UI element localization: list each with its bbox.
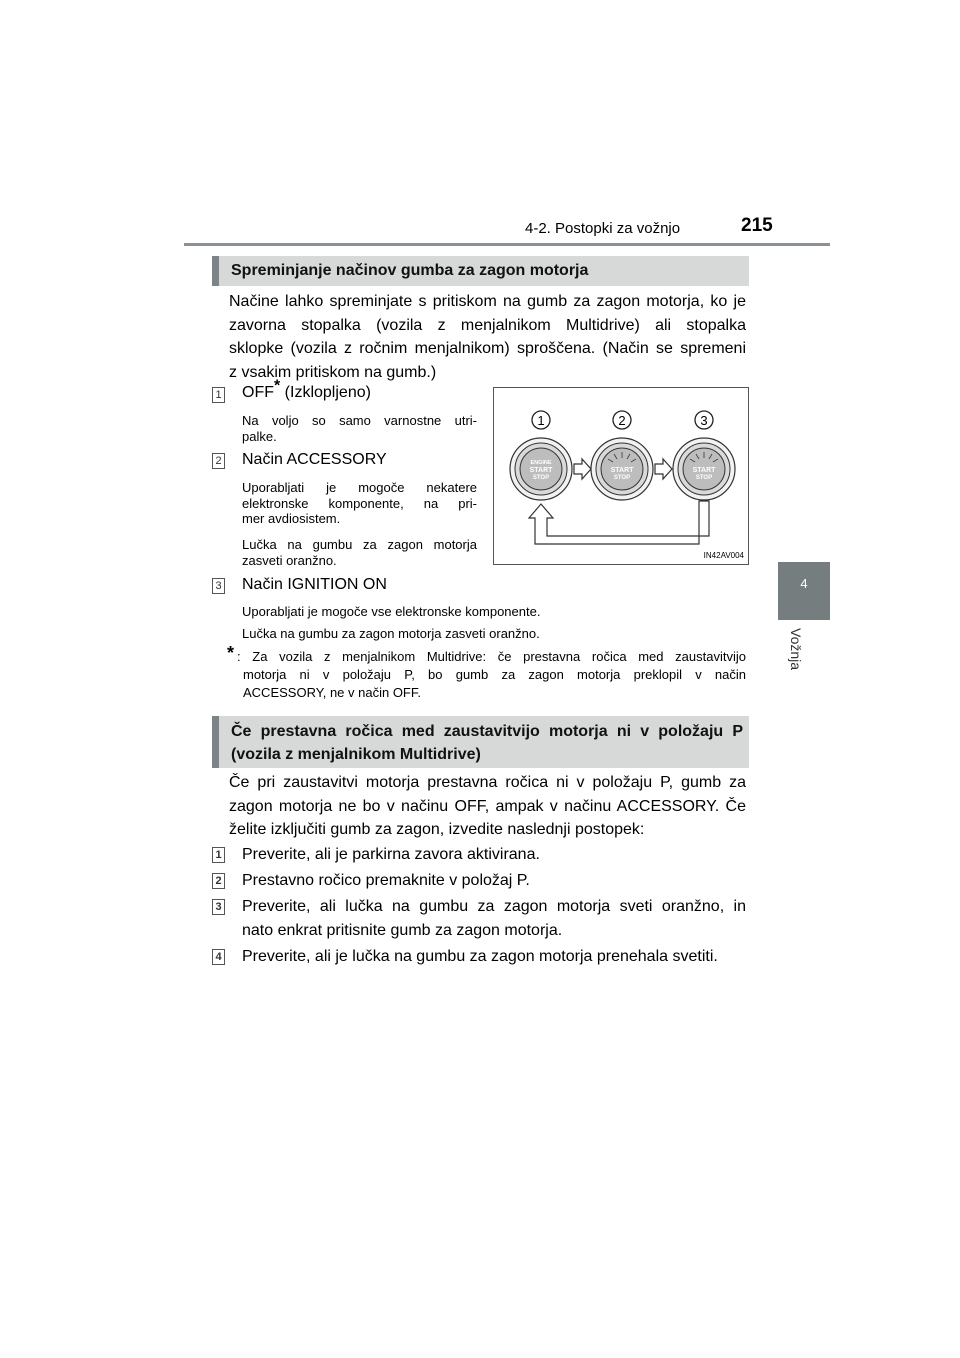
item-number-2: 2 xyxy=(212,453,225,469)
heading-line: Če prestavna ročica med zaustavitvijo motorja ni v položaju P xyxy=(231,723,743,740)
item-title-suffix: (Izklopljeno) xyxy=(280,384,371,401)
item-desc2-ignition-on: Lučka na gumbu za zagon motorja zasveti oranžno. xyxy=(242,626,540,641)
figure-label-1-text: 1 xyxy=(537,413,545,428)
desc-line: zasveti oranžno. xyxy=(242,552,337,568)
item-title-off xyxy=(242,377,371,402)
page-number: 215 xyxy=(741,215,773,236)
figure-label-1 xyxy=(532,411,550,429)
item-number-3: 3 xyxy=(212,578,225,594)
chapter-tab xyxy=(778,562,830,620)
item-title-accessory: Način ACCESSORY xyxy=(242,451,387,468)
chapter-label-text: Vožnja xyxy=(788,628,804,671)
desc-line: mer avdiosistem. xyxy=(242,511,341,526)
intro-line: zagon motorja ne bo v načinu OFF, ampak v načinu ACCESSORY. Če xyxy=(229,797,746,815)
figure-label-3-text: 3 xyxy=(700,413,708,428)
step-line: Preverite, ali lučka na gumbu za zagon motorja sveti oranžno, in xyxy=(242,898,746,915)
section1-heading: Spreminjanje načinov gumba za zagon motorja xyxy=(212,256,749,286)
button-text-start: START xyxy=(692,467,716,474)
desc-line: Na voljo so samo varnostne utri- xyxy=(242,413,477,428)
item-desc-ignition-on: Uporabljati je mogoče vse elektronske komponente. xyxy=(242,604,541,619)
figure-label-2-text: 2 xyxy=(618,413,626,428)
return-arrow-icon xyxy=(529,501,709,544)
step-line: nato enkrat pritisnite gumb za zagon motorja. xyxy=(242,922,563,939)
footnote xyxy=(227,643,746,702)
footnote-mark: * xyxy=(274,377,281,395)
step-1: Preverite, ali je parkirna zavora aktivirana. xyxy=(242,846,540,863)
section2-heading xyxy=(212,716,749,768)
chapter-label xyxy=(782,628,822,678)
step-3 xyxy=(242,895,746,943)
figure-code: IN42AV004 xyxy=(703,551,744,560)
desc-line: Lučka na gumbu za zagon motorja xyxy=(242,537,477,552)
step-2: Prestavno ročico premaknite v položaj P. xyxy=(242,872,530,889)
intro-line: z vsakim pritiskom na gumb.) xyxy=(229,363,437,381)
item-title-ignition-on: Način IGNITION ON xyxy=(242,576,387,593)
start-button-ignition-on xyxy=(673,438,735,500)
button-text-stop: STOP xyxy=(532,475,550,481)
item-desc-off xyxy=(242,413,477,444)
section1-intro xyxy=(229,290,746,384)
heading-line: (vozila z menjalnikom Multidrive) xyxy=(231,746,481,763)
item-title-text: OFF xyxy=(242,384,274,401)
footnote-line: motorja ni v položaju P, bo gumb za zagon motorja preklopil v način xyxy=(243,667,746,682)
intro-line: Če pri zaustavitvi motorja prestavna ročica ni v položaju P, gumb za xyxy=(229,774,746,791)
button-text-start: START xyxy=(529,467,553,474)
step-4: Preverite, ali je lučka na gumbu za zagon motorja prenehala svetiti. xyxy=(242,948,718,965)
start-button-off xyxy=(510,438,572,500)
intro-line: želite izključiti gumb za zagon, izvedite naslednji postopek: xyxy=(229,821,645,839)
button-text-engine: ENGINE xyxy=(530,460,552,466)
intro-line: sklopke (vozila z ročnim menjalnikom) sproščena. (Način se spremeni xyxy=(229,340,746,358)
section2-intro xyxy=(229,771,746,842)
arrow-right-icon xyxy=(574,459,591,479)
desc-line: palke. xyxy=(242,428,277,444)
figure-illustration xyxy=(494,388,748,564)
step-number-1: 1 xyxy=(212,847,225,863)
desc-line: Uporabljati je mogoče nekatere xyxy=(242,480,477,495)
chapter-tab-number: 4 xyxy=(800,576,808,591)
item-desc-accessory xyxy=(242,480,477,527)
desc-line: elektronske komponente, na pri- xyxy=(242,495,477,511)
section-title: 4-2. Postopki za vožnjo xyxy=(525,220,681,237)
button-text-start: START xyxy=(610,467,634,474)
footnote-text: : Za vozila z menjalnikom Multidrive: če prestavna ročica med zaustavitvijo xyxy=(237,649,746,664)
footnote-line-1 xyxy=(227,643,746,666)
step-number-4: 4 xyxy=(212,949,225,965)
button-text-stop: STOP xyxy=(695,475,713,481)
item-desc2-accessory xyxy=(242,537,477,568)
item-number-1: 1 xyxy=(212,387,225,403)
figure-label-3 xyxy=(695,411,713,429)
header-divider xyxy=(184,243,830,246)
intro-line: zavorna stopalka (vozila z menjalnikom Multidrive) ali stopalka xyxy=(229,316,746,334)
button-text-stop: STOP xyxy=(613,475,631,481)
start-button-accessory xyxy=(591,438,653,500)
arrow-right-icon xyxy=(655,459,672,479)
figure-label-2 xyxy=(613,411,631,429)
step-number-3: 3 xyxy=(212,899,225,915)
footnote-mark: * xyxy=(227,643,235,663)
step-number-2: 2 xyxy=(212,873,225,889)
footnote-line: ACCESSORY, ne v način OFF. xyxy=(243,685,421,700)
start-button-modes-figure xyxy=(493,387,749,565)
intro-line: Načine lahko spreminjate s pritiskom na gumb za zagon motorja, ko je xyxy=(229,293,746,310)
